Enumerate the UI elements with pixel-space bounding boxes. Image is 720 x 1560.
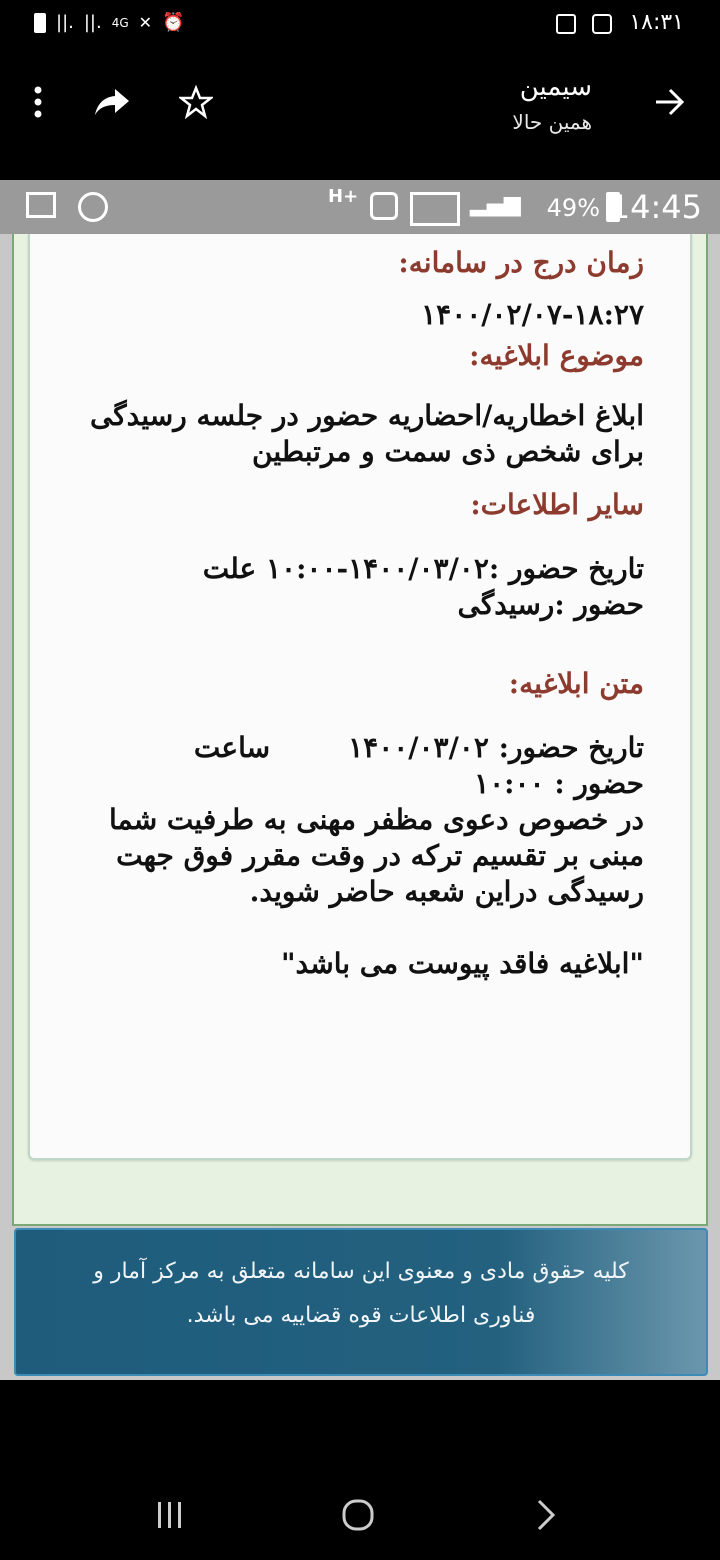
text-line-2: حضور : ۱۰:۰۰ <box>474 767 644 800</box>
contact-name: سیمین <box>519 72 592 102</box>
battery-saver-icon <box>34 13 46 33</box>
camera-icon <box>592 14 612 34</box>
other-info-label: سایر اطلاعات: <box>470 488 644 521</box>
star-icon <box>179 85 213 119</box>
settings-icon <box>78 192 108 222</box>
notice-card <box>28 234 692 1160</box>
recent-apps-button[interactable] <box>140 1490 200 1540</box>
nfc-icon: ✕ <box>138 13 153 32</box>
star-button[interactable] <box>174 80 218 124</box>
network-type: 4G <box>111 15 129 30</box>
subject-label: موضوع ابلاغیه: <box>469 339 644 372</box>
home-button[interactable] <box>328 1490 388 1540</box>
signal-icon: ▂▄▆ <box>470 192 521 217</box>
status-bar <box>0 0 720 52</box>
status-left-icons <box>34 12 184 33</box>
back-nav-button[interactable] <box>516 1490 576 1540</box>
copyright-footer <box>14 1228 708 1376</box>
alarm-icon: ⏰ <box>162 12 185 33</box>
shared-screenshot[interactable] <box>0 180 720 1380</box>
signal-icon-2: ||. <box>83 12 102 33</box>
text-line-4: مبنی بر تقسیم ترکه در وقت مقرر فوق جهت <box>116 839 644 872</box>
text-line-1: تاریخ حضور: ۱۴۰۰/۰۳/۰۲ ساعت <box>193 731 644 764</box>
home-icon <box>341 1498 375 1532</box>
recent-apps-icon <box>155 1500 185 1530</box>
share-button[interactable] <box>90 80 134 124</box>
arrow-forward-icon <box>654 87 686 117</box>
status-right-icons <box>556 14 612 34</box>
footer-line-2: فناوری اطلاعات قوه قضاییه می باشد. <box>186 1303 536 1328</box>
more-button[interactable] <box>16 80 60 124</box>
registered-value: ۱۴۰۰/۰۲/۰۷-۱۸:۲۷ <box>421 298 644 331</box>
inner-status-bar <box>0 180 720 234</box>
share-icon <box>93 87 131 117</box>
footer-line-1: کلیه حقوق مادی و معنوی این سامانه متعلق به مرکز آمار و <box>93 1259 629 1284</box>
heart-icon <box>370 192 398 220</box>
status-time: ۱۸:۳۱ <box>629 10 684 35</box>
back-button[interactable] <box>648 80 692 124</box>
subject-value: ابلاغ اخطاریه/احضاریه حضور در جلسه رسیدگی برای شخص ذی سمت و مرتبطین <box>89 399 644 468</box>
other-info-line1: تاریخ حضور :۱۴۰۰/۰۳/۰۲-۱۰:۰۰ علت <box>202 552 644 585</box>
text-line-3: در خصوص دعوی مظفر مهنی به طرفیت شما <box>108 803 644 836</box>
chat-header <box>0 52 720 180</box>
text-line-5: رسیدگی دراین شعبه حاضر شوید. <box>249 875 644 908</box>
registered-label: زمان درج در سامانه: <box>398 246 644 279</box>
signal-box-icon <box>410 192 460 226</box>
network-type: H+ <box>328 186 359 207</box>
inner-time: 14:45 <box>609 188 702 226</box>
more-vert-icon <box>33 86 43 118</box>
battery-percent: 49% <box>546 194 600 222</box>
signal-icon: ||. <box>56 12 74 33</box>
chevron-right-icon <box>534 1498 558 1532</box>
text-label: متن ابلاغیه: <box>508 667 644 700</box>
contact-status: همین حالا <box>512 110 592 134</box>
gallery-icon <box>556 14 576 34</box>
attachment-note: "ابلاغیه فاقد پیوست می باشد" <box>280 947 644 980</box>
other-info-line2: حضور :رسیدگی <box>457 588 644 621</box>
nav-bar <box>0 1380 720 1560</box>
gallery-icon <box>26 192 56 218</box>
notice-page <box>12 234 708 1226</box>
